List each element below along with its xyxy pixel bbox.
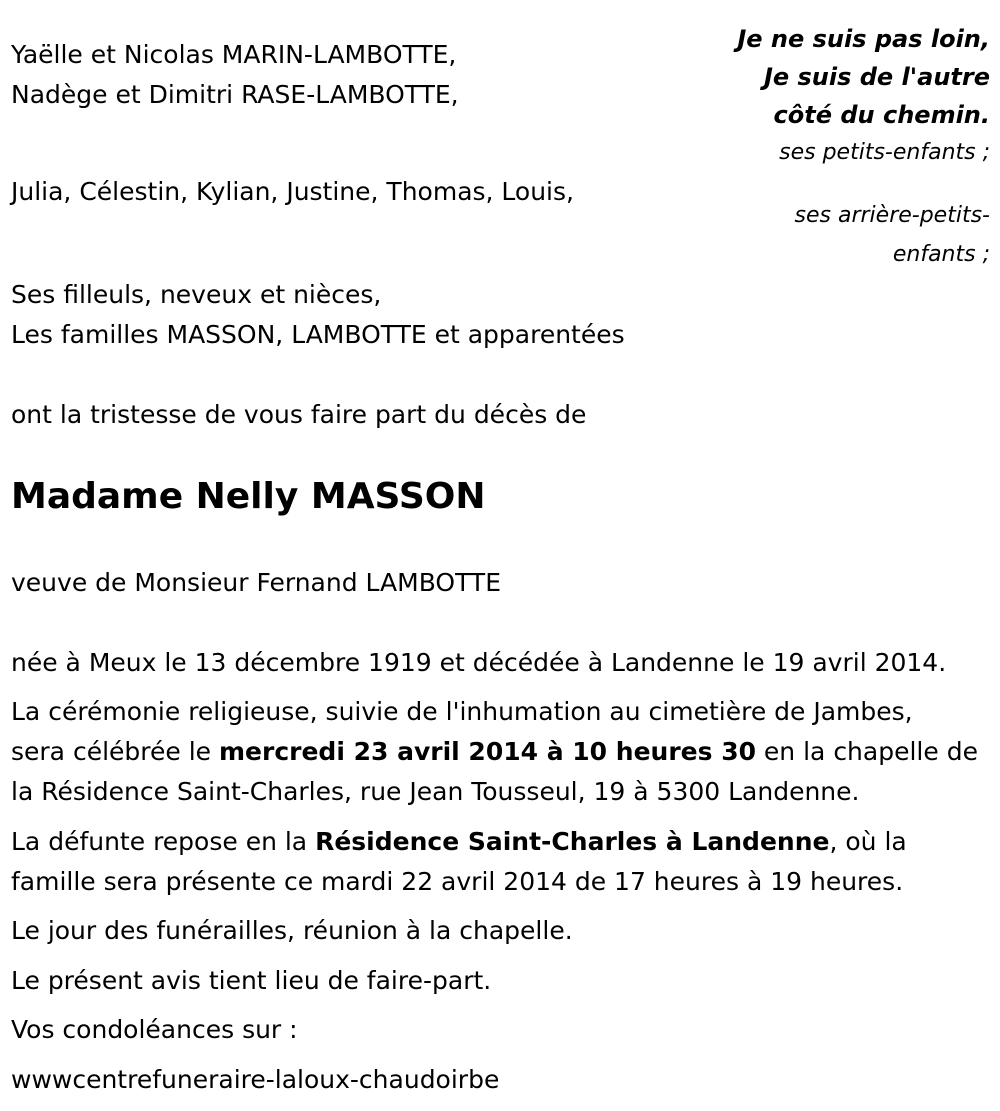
visitation-line-1 — [11, 827, 907, 857]
family-line-1: Yaëlle et Nicolas MARIN-LAMBOTTE, — [11, 40, 457, 69]
godchildren-line: Ses filleuls, neveux et nièces, — [11, 280, 382, 309]
great-grandchildren-note-2: enfants ; — [892, 242, 990, 267]
visitation-text-post: , où la — [829, 827, 907, 856]
ceremony-text-pre: sera célébrée le — [11, 737, 219, 766]
condolences-label: Vos condoléances sur : — [11, 1015, 298, 1044]
deceased-name: Madame Nelly MASSON — [11, 476, 486, 517]
quote-line-2: Je suis de l'autre — [763, 63, 990, 91]
visitation-line-2: famille sera présente ce mardi 22 avril 2014 de 17 heures à 19 heures. — [11, 867, 904, 896]
quote-line-1: Je ne suis pas loin, — [737, 25, 990, 53]
visitation-text-pre: La défunte repose en la — [11, 827, 316, 856]
funeral-day: Le jour des funérailles, réunion à la chapelle. — [11, 916, 573, 945]
quote-line-3: côté du chemin. — [773, 101, 990, 129]
website: wwwcentrefuneraire-laloux-chaudoirbe — [11, 1065, 500, 1094]
widow-of: veuve de Monsieur Fernand LAMBOTTE — [11, 568, 501, 597]
notice: Le présent avis tient lieu de faire-part. — [11, 966, 492, 995]
grandchildren-line: Julia, Célestin, Kylian, Justine, Thomas, Louis, — [11, 177, 574, 206]
birth-death: née à Meux le 13 décembre 1919 et décédée à Landenne le 19 avril 2014. — [11, 648, 947, 677]
ceremony-line-3: la Résidence Saint-Charles, rue Jean Tousseul, 19 à 5300 Landenne. — [11, 777, 860, 806]
announcement: ont la tristesse de vous faire part du décès de — [11, 400, 587, 429]
visitation-location: Résidence Saint-Charles à Landenne — [315, 827, 830, 856]
families-line: Les familles MASSON, LAMBOTTE et apparentées — [11, 320, 625, 349]
ceremony-line-1: La cérémonie religieuse, suivie de l'inhumation au cimetière de Jambes, — [11, 697, 913, 726]
ceremony-datetime: mercredi 23 avril 2014 à 10 heures 30 — [218, 737, 756, 766]
grandchildren-note: ses petits-enfants ; — [779, 140, 990, 165]
family-line-2: Nadège et Dimitri RASE-LAMBOTTE, — [11, 80, 459, 109]
ceremony-line-2 — [11, 737, 978, 767]
ceremony-text-post: en la chapelle de — [755, 737, 978, 766]
great-grandchildren-note-1: ses arrière-petits- — [794, 203, 990, 228]
